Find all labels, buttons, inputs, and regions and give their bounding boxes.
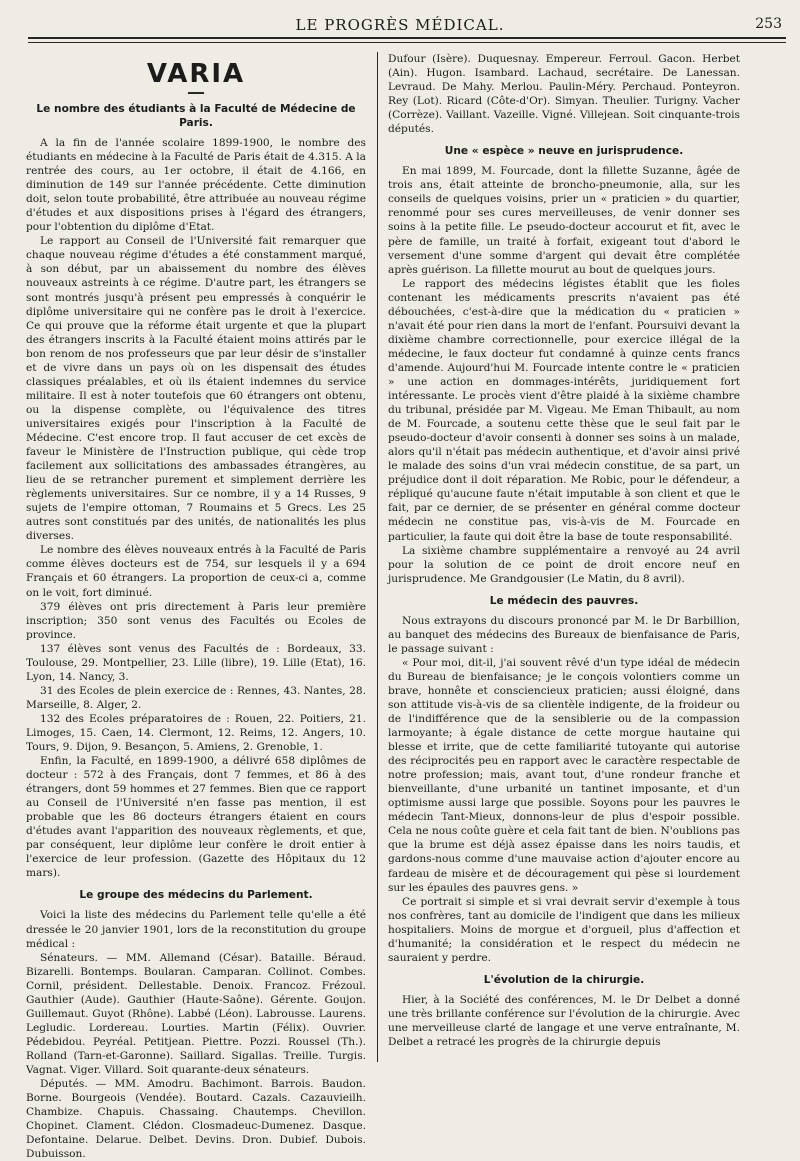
left-column [26, 52, 366, 1161]
article-heading-parliament: Le groupe des médecins du Parlement. [79, 889, 313, 902]
paragraph: Nous extrayons du discours prononcé par M. le Dr Barbillion, au banquet des médecins des Bureaux de bienfaisance de Paris, le passage suivant : [388, 614, 740, 655]
header-rule-thin [28, 42, 786, 43]
paragraph: Enfin, la Faculté, en 1899-1900, a délivré 658 diplômes de docteur : 572 à des Français, dont 7 femmes, et 86 à des étrangers, dont 59 hommes et 27 femmes. Bien que ce rapport au Conseil de l'Université n'en fasse pas mention, il est probable que les 86 docteurs étrangers étaient en cours d'études avant l'apparition des nouveaux règlements, et que, par conséquent, leur diplôme leur confère le droit entier à l'exercice de leur profession. (Gazette des Hôpitaux du 12 mars). [26, 755, 366, 880]
paragraph: Députés. — MM. Amodru. Bachimont. Barrois. Baudon. Borne. Bourgeois (Vendée). Boutard. Cazals. Cazauvieilh. Chambize. Chapuis. Chassaing. Chautemps. Chevillon. Chopinet. Clament. Clédon. Closmadeuc-Dumenez. Dasque. Defontaine. Delarue. Delbet. Devins. Dron. Dubief. Dubois. Dubuisson. [26, 1078, 366, 1161]
header-rule-thick [28, 37, 786, 39]
paragraph: Le rapport au Conseil de l'Université fait remarquer que chaque nouveau régime d'études a été constamment marqué, à son début, par un abaissement du nombre des élèves nouveaux astreints à ce régime. D'autre part, les étrangers se sont montrés jusqu'à présent peu empressés à conquérir le diplôme universitaire qui ne confère pas le droit à l'exercice. Ce qui prouve que la réforme était urgente et que la plupart des étrangers inscrits à la Faculté étaient moins attirés par le bon renom de nos professeurs que par leur désir de s'installer et de vivre dans un pays où on les dispensait des études classiques préalables, et où ils étaient indemnes du service militaire. Il est à noter toutefois que 60 étrangers ont obtenu, ou la dispense complète, ou l'équivalence des titres universitaires exigés pour l'inscription à la Faculté de Médecine. C'est encore trop. Il faut accuser de cet excès de faveur le Ministère de l'Instruction publique, qui cède trop facilement aux sollicitations des ambassades étrangères, au lieu de se retrancher purement et simplement derrière les règlements universitaires. Sur ce nombre, il y a 14 Russes, 9 sujets de l'empire ottoman, 7 Roumains et 5 Grecs. Les 25 autres sont constitués par des unités, de nationalités les plus diverses. [26, 235, 366, 543]
article-heading-jurisprudence: Une « espèce » neuve en jurisprudence. [444, 145, 684, 158]
paragraph: Ce portrait si simple et si vrai devrait servir d'exemple à tous nos confrères, tant au domicile de l'indigent que dans les milieux hospitaliers. Moins de morgue et d'orgueil, plus d'affection et d'humanité; la considération et le respect du médecin ne sauraient y perdre. [388, 895, 740, 964]
paragraph: Le nombre des élèves nouveaux entrés à la Faculté de Paris comme élèves docteurs est de 754, sur lesquels il y a 694 Français et 60 étrangers. La proportion de ceux-ci a, comme on le voit, fort diminué. [26, 544, 366, 599]
section-title: VARIA [146, 59, 246, 89]
paragraph: Voici la liste des médecins du Parlement telle qu'elle a été dressée le 20 janvier 1901, lors de la reconstitution du groupe médical : [26, 909, 366, 950]
article-heading-students: Le nombre des étudiants à la Faculté de Médecine de Paris. [36, 103, 356, 129]
article-heading-surgery: L'évolution de la chirurgie. [483, 973, 645, 986]
paragraph: Sénateurs. — MM. Allemand (César). Bataille. Béraud. Bizarelli. Bontemps. Boularan. Camparan. Collinot. Combes. Cornil, président. Dellestable. Denoix. Francoz. Frézoul. Gauthier (Aude). Gauthier (Haute-Saône). Gérente. Goujon. Guillemaut. Guyot (Rhône). Labbé (Léon). Labrousse. Laurens. Legludic. Lordereau. Lourties. Martin (Félix). Ouvrier. Pédebidou. Peyréal. Petitjean. Piettre. Pozzi. Roussel (Th.). Rolland (Tarn-et-Garonne). Saillard. Sigallas. Treille. Turgis. Vagnat. Viger. Villard. Soit quarante-deux sénateurs. [26, 951, 366, 1076]
paragraph: Hier, à la Société des conférences, M. le Dr Delbet a donné une très brillante conférence sur l'évolution de la chirurgie. Avec une merveilleuse clarté de langage et une verve entraînante, M. Delbet a retracé les progrès de la chirurgie depuis [388, 993, 740, 1048]
paragraph: 379 élèves ont pris directement à Paris leur première inscription; 350 sont venus des Facultés ou Ecoles de province. [26, 600, 366, 641]
running-header [14, 14, 786, 38]
page-number: 253 [755, 16, 782, 32]
journal-title: LE PROGRÈS MÉDICAL. [295, 16, 505, 34]
paragraph: Le rapport des médecins légistes établit que les fioles contenant les médicaments prescrits n'avaient pas été débouchées, c'est-à-dire que la médication du « praticien » n'avait été pour rien dans la mort de l'enfant. Poursuivi devant la dixième chambre correctionnelle, pour exercice illégal de la médecine, le faux docteur fut condamné à quinze cents francs d'amende. Aujourd'hui M. Fourcade intente contre le « praticien » une action en dommages-intérêts, juridiquement fort intéressante. Le procès vient d'être plaidé à la sixième chambre du tribunal, présidée par M. Vigeau. Me Eman Thibault, au nom de M. Fourcade, a soutenu cette thèse que le seul fait par le pseudo-docteur d'avoir consenti à donner ses soins à un malade, alors qu'il n'était pas médecin authentique, et d'avoir ainsi privé le malade des soins d'un vrai médecin constitue, de sa part, un préjudice dont il doit réparation. Me Robic, pour le défendeur, a répliqué qu'aucune faute n'était imputable à son client et que le fait, par ce dernier, de se présenter en général comme docteur médecin ne constitue pas, vis-à-vis de M. Fourcade en particulier, la faute qui doit être la base de toute responsabilité. [388, 277, 740, 543]
paragraph-continued: Dufour (Isère). Duquesnay. Empereur. Ferroul. Gacon. Herbet (Ain). Hugon. Isambard. Lachaud, secrétaire. De Lanessan. Levraud. De Mahy. Merlou. Paulin-Méry. Perchaud. Ponteyron. Rey (Lot). Ricard (Côte-d'Or). Simyan. Theulier. Turigny. Vacher (Corrèze). Vaillant. Vazeille. Vigné. Villejean. Soit cinquante-trois députés. [388, 53, 740, 136]
paragraph: A la fin de l'année scolaire 1899-1900, le nombre des étudiants en médecine à la Faculté de Paris était de 4.315. A la rentrée des cours, au 1er octobre, il était de 4.166, en diminution de 149 sur l'année précédente. Cette diminution doit, selon toute probabilité, être attribuée au nouveau régime d'études et aux dispositions prises à l'égard des étrangers, pour l'obtention du diplôme d'Etat. [26, 137, 366, 234]
column-divider [377, 52, 378, 1062]
paragraph: La sixième chambre supplémentaire a renvoyé au 24 avril pour la solution de ce point de droit encore neuf en jurisprudence. Me Grandgousier (Le Matin, du 8 avril). [388, 544, 740, 585]
paragraph: 132 des Ecoles préparatoires de : Rouen, 22. Poitiers, 21. Limoges, 15. Caen, 14. Clermont, 12. Reims, 12. Angers, 10. Tours, 9. Dijon, 9. Besançon, 5. Amiens, 2. Grenoble, 1. [26, 712, 366, 754]
paragraph: 31 des Ecoles de plein exercice de : Rennes, 43. Nantes, 28. Marseille, 8. Alger, 2. [26, 684, 366, 711]
paragraph: « Pour moi, dit-il, j'ai souvent rêvé d'un type idéal de médecin du Bureau de bienfaisance; je le conçois volontiers comme un brave, honnête et consciencieux praticien; aussi éloigné, dans son attitude vis-à-vis de sa clientèle indigente, de la froideur ou de l'indifférence que de la sensiblerie ou de la compassion larmoyante; à égale distance de cette morgue hautaine qui blesse et irrite, que de cette familiarité tutoyante qui autorise des réciprocités peu en rapport avec le caractère respectable de notre profession; mais, avant tout, d'une rondeur franche et bienveillante, d'une urbanité un tantinet imposante, et d'un optimisme aussi large que possible. Soyons pour les pauvres le médecin Tant-Mieux, donnons-leur de plus d'espoir possible. Cela ne nous coûte guère et cela fait tant de bien. N'oublions pas que la brume est déjà assez épaisse dans les noirs taudis, et gardons-nous comme d'une mauvaise action d'ajouter encore au fardeau de misère et de découragement qui pèse si lourdement sur les épaules des pauvres gens. » [388, 656, 740, 894]
title-dash [188, 92, 204, 94]
paragraph: 137 élèves sont venus des Facultés de : Bordeaux, 33. Toulouse, 29. Montpellier, 23. Lille (libre), 19. Lille (Etat), 16. Lyon, 14. Nancy, 3. [26, 642, 366, 683]
article-heading-poor-doctor: Le médecin des pauvres. [489, 594, 639, 607]
paragraph: En mai 1899, M. Fourcade, dont la fillette Suzanne, âgée de trois ans, était atteinte de broncho-pneumonie, alla, sur les conseils de quelques voisins, prier un « praticien » du quartier, renommé pour ses cures merveilleuses, de venir donner ses soins à la petite fille. Le pseudo-docteur accourut et fit, avec le père de famille, un traité à forfait, exigeant tout d'abord le versement d'une somme d'argent qui devait être complétée après guérison. La fillette mourut au bout de quelques jours. [388, 165, 740, 276]
right-column [388, 52, 740, 1104]
